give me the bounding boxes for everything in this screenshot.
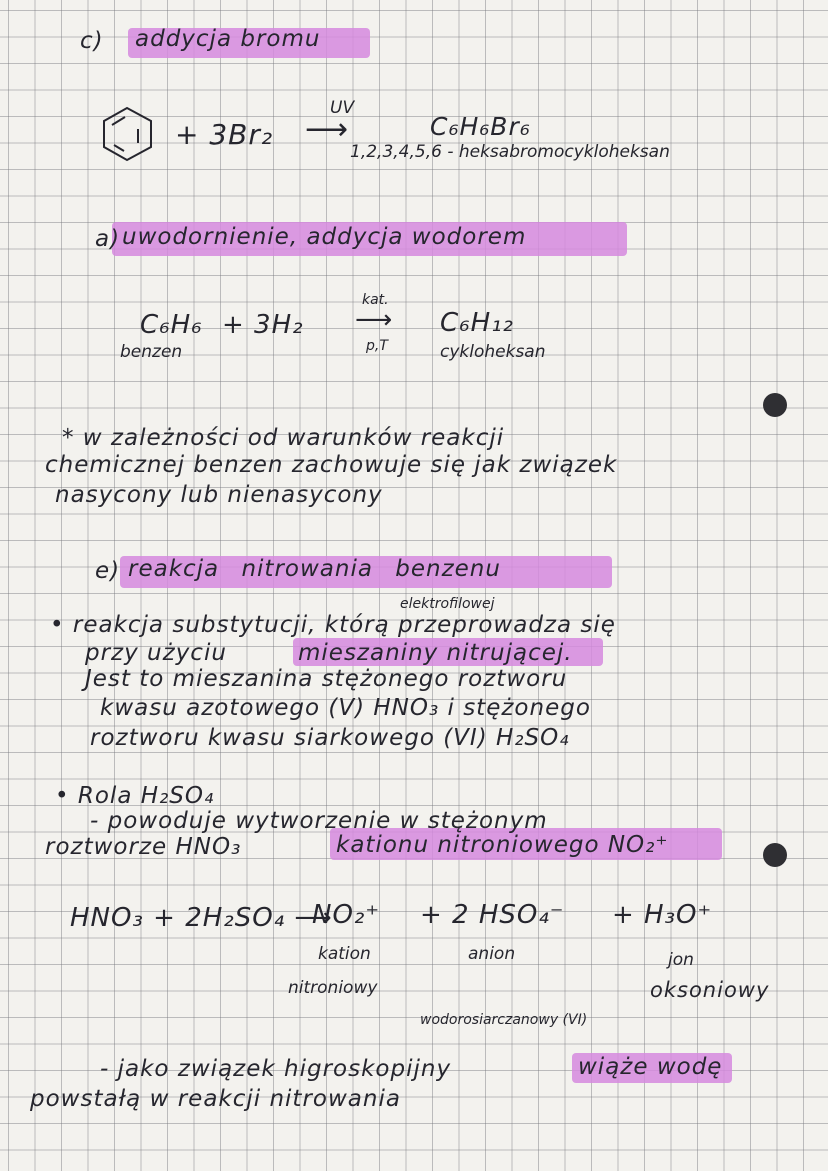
section-title: addycja bromu bbox=[135, 26, 321, 52]
equation-left: HNO₃ + 2H₂SO₄ ⟶ bbox=[70, 903, 333, 933]
note-line: chemicznej benzen zachowuje się jak związek bbox=[45, 452, 618, 478]
product-name: kation bbox=[318, 944, 371, 964]
text-line: roztworu kwasu siarkowego (VI) H₂SO₄ bbox=[90, 725, 570, 751]
section-label: e) bbox=[95, 558, 121, 584]
product-name: cykloheksan bbox=[440, 342, 546, 362]
text-line: - jako związek higroskopijny bbox=[100, 1056, 452, 1082]
note-line: nasycony lub nienasycony bbox=[55, 482, 383, 508]
text-line: Jest to mieszanina stężonego roztworu bbox=[85, 666, 568, 692]
text-line: • reakcja substytucji, którą przeprowadza się bbox=[50, 612, 616, 638]
reactant: C₆H₆ bbox=[140, 310, 203, 340]
text-line: powstałą w reakcji nitrowania bbox=[30, 1086, 401, 1112]
product-name: anion bbox=[468, 944, 516, 964]
section-label: a) bbox=[95, 226, 121, 252]
text-line: kwasu azotowego (V) HNO₃ i stężonego bbox=[100, 695, 591, 721]
text-line: • Rola H₂SO₄ bbox=[55, 783, 215, 809]
binder-hole bbox=[763, 843, 787, 867]
product-name: 1,2,3,4,5,6 - heksabromocykloheksan bbox=[350, 142, 670, 162]
section-title: uwodornienie, addycja wodorem bbox=[122, 224, 527, 250]
section-label: c) bbox=[80, 28, 104, 54]
reactant: + 3H₂ bbox=[222, 310, 304, 340]
reaction-condition: UV bbox=[330, 98, 355, 118]
highlighted-text: mieszaniny nitrującej. bbox=[298, 640, 573, 666]
product: C₆H₆Br₆ bbox=[430, 112, 531, 141]
product-name: nitroniowy bbox=[288, 978, 378, 998]
highlighted-text: kationu nitroniowego NO₂⁺ bbox=[336, 832, 669, 858]
annotation: elektrofilowej bbox=[400, 596, 495, 612]
arrow: ⟶ bbox=[305, 112, 350, 147]
reactant: + 3Br₂ bbox=[175, 118, 274, 151]
text-line: - powoduje wytworzenie w stężonym bbox=[90, 808, 548, 834]
arrow: ⟶ bbox=[355, 305, 394, 335]
binder-hole bbox=[763, 393, 787, 417]
section-title: reakcja nitrowania benzenu bbox=[128, 556, 501, 582]
text-line: przy użyciu bbox=[85, 640, 227, 666]
product-name: oksoniowy bbox=[650, 978, 770, 1002]
reactant-name: benzen bbox=[120, 342, 183, 362]
note-line: * w zależności od warunków reakcji bbox=[62, 425, 505, 451]
benzene-ring-icon bbox=[100, 105, 155, 163]
highlighted-text: wiąże wodę bbox=[578, 1054, 723, 1080]
product: NO₂⁺ bbox=[312, 900, 381, 930]
text-line: roztworze HNO₃ bbox=[45, 834, 242, 860]
product: + H₃O⁺ bbox=[612, 900, 713, 930]
product-name: jon bbox=[668, 950, 694, 970]
product: C₆H₁₂ bbox=[440, 308, 514, 338]
condition-label: p,T bbox=[366, 338, 388, 354]
catalyst-label: kat. bbox=[362, 292, 389, 308]
product: + 2 HSO₄⁻ bbox=[420, 900, 565, 930]
product-name: wodorosiarczanowy (VI) bbox=[420, 1012, 588, 1028]
